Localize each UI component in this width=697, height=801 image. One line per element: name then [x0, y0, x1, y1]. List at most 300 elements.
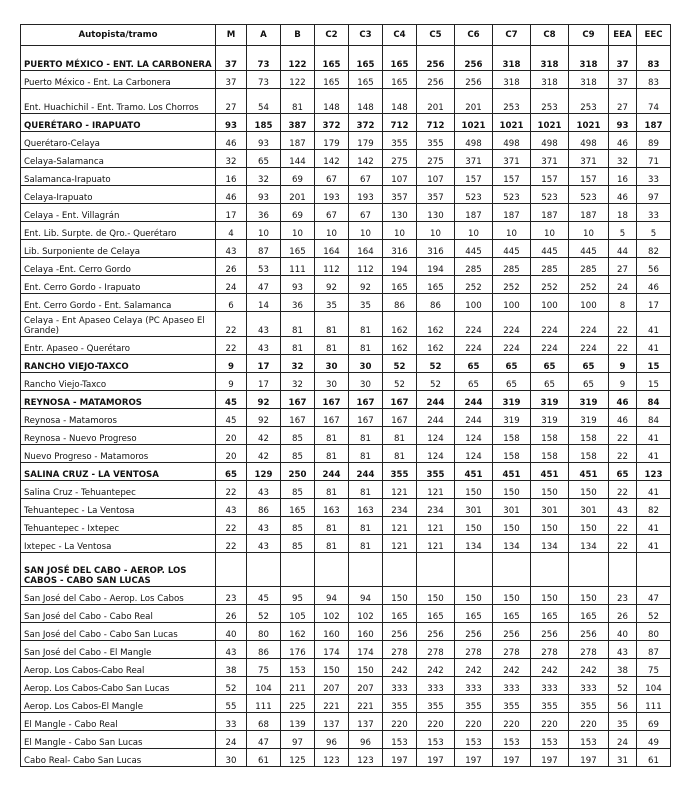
toll-value-cell: 220 — [531, 713, 569, 731]
toll-value-cell: 107 — [417, 168, 455, 186]
toll-value-cell: 81 — [315, 481, 349, 499]
table-row — [21, 499, 671, 517]
toll-value-cell: 187 — [281, 132, 315, 150]
toll-value-cell: 81 — [349, 535, 383, 553]
toll-value-cell: 165 — [383, 71, 417, 89]
toll-value-cell: 167 — [281, 391, 315, 409]
toll-value-cell: 38 — [609, 659, 637, 677]
toll-value-cell: 74 — [637, 89, 671, 114]
toll-value-cell: 163 — [349, 499, 383, 517]
toll-value-cell: 86 — [247, 499, 281, 517]
toll-value-cell: 355 — [417, 695, 455, 713]
toll-value-cell: 153 — [417, 731, 455, 749]
toll-value-cell: 67 — [349, 204, 383, 222]
toll-value-cell: 139 — [281, 713, 315, 731]
toll-value-cell: 285 — [493, 258, 531, 276]
toll-value-cell: 220 — [417, 713, 455, 731]
toll-value-cell: 121 — [417, 481, 455, 499]
segment-name-cell: SALINA CRUZ - LA VENTOSA — [21, 463, 216, 481]
toll-value-cell — [455, 553, 493, 587]
toll-value-cell: 157 — [455, 168, 493, 186]
toll-value-cell: 97 — [281, 731, 315, 749]
toll-value-cell — [247, 553, 281, 587]
toll-value-cell: 333 — [569, 677, 609, 695]
toll-value-cell: 22 — [216, 481, 247, 499]
toll-value-cell: 355 — [417, 132, 455, 150]
toll-value-cell: 498 — [493, 132, 531, 150]
toll-value-cell: 201 — [455, 89, 493, 114]
segment-name-cell: Tehuantepec - La Ventosa — [21, 499, 216, 517]
segment-name-cell: Reynosa - Matamoros — [21, 409, 216, 427]
toll-value-cell: 150 — [493, 481, 531, 499]
segment-name-cell: Lib. Surponiente de Celaya — [21, 240, 216, 258]
table-row — [21, 132, 671, 150]
toll-value-cell: 81 — [383, 427, 417, 445]
toll-value-cell: 105 — [281, 605, 315, 623]
segment-name-cell: PUERTO MÉXICO - ENT. LA CARBONERA — [21, 46, 216, 71]
toll-value-cell: 100 — [569, 294, 609, 312]
toll-value-cell: 81 — [349, 517, 383, 535]
toll-value-cell: 15 — [637, 355, 671, 373]
toll-value-cell: 221 — [349, 695, 383, 713]
toll-value-cell: 355 — [455, 695, 493, 713]
toll-value-cell: 158 — [493, 445, 531, 463]
toll-value-cell: 41 — [637, 535, 671, 553]
toll-value-cell: 162 — [281, 623, 315, 641]
toll-value-cell: 278 — [569, 641, 609, 659]
toll-value-cell: 371 — [531, 150, 569, 168]
toll-value-cell: 9 — [609, 373, 637, 391]
toll-value-cell: 121 — [383, 517, 417, 535]
toll-value-cell: 81 — [315, 517, 349, 535]
toll-value-cell: 41 — [637, 312, 671, 337]
toll-value-cell: 285 — [531, 258, 569, 276]
segment-name-cell: Celaya - Ent Apaseo Celaya (PC Apaseo El Grande) — [21, 312, 216, 337]
toll-value-cell: 36 — [247, 204, 281, 222]
toll-value-cell: 84 — [637, 391, 671, 409]
toll-value-cell: 4 — [216, 222, 247, 240]
toll-value-cell: 179 — [315, 132, 349, 150]
toll-value-cell: 162 — [383, 337, 417, 355]
toll-value-cell: 225 — [281, 695, 315, 713]
toll-value-cell: 153 — [493, 731, 531, 749]
toll-value-cell: 67 — [315, 204, 349, 222]
toll-value-cell: 224 — [531, 337, 569, 355]
toll-value-cell: 164 — [315, 240, 349, 258]
toll-value-cell: 165 — [493, 605, 531, 623]
toll-value-cell: 93 — [281, 276, 315, 294]
toll-value-cell: 129 — [247, 463, 281, 481]
toll-value-cell: 256 — [455, 46, 493, 71]
toll-value-cell: 523 — [493, 186, 531, 204]
toll-value-cell: 372 — [315, 114, 349, 132]
toll-value-cell: 256 — [383, 623, 417, 641]
toll-value-cell: 40 — [609, 623, 637, 641]
segment-name-cell: Aerop. Los Cabos-El Mangle — [21, 695, 216, 713]
toll-value-cell: 45 — [216, 391, 247, 409]
toll-value-cell: 318 — [531, 46, 569, 71]
toll-value-cell: 17 — [247, 373, 281, 391]
toll-value-cell: 224 — [531, 312, 569, 337]
toll-value-cell: 123 — [349, 749, 383, 767]
column-header-route: Autopista/tramo — [21, 25, 216, 46]
toll-value-cell: 96 — [315, 731, 349, 749]
toll-value-cell: 142 — [315, 150, 349, 168]
toll-value-cell: 523 — [531, 186, 569, 204]
toll-value-cell: 244 — [417, 391, 455, 409]
toll-value-cell: 137 — [315, 713, 349, 731]
toll-value-cell: 65 — [569, 355, 609, 373]
segment-name-cell: Ent. Cerro Gordo - Ent. Salamanca — [21, 294, 216, 312]
toll-value-cell: 37 — [216, 46, 247, 71]
toll-value-cell: 224 — [569, 312, 609, 337]
toll-value-cell: 134 — [569, 535, 609, 553]
toll-value-cell: 102 — [349, 605, 383, 623]
toll-value-cell — [637, 553, 671, 587]
toll-value-cell: 357 — [383, 186, 417, 204]
toll-value-cell: 165 — [531, 605, 569, 623]
table-row — [21, 481, 671, 499]
toll-value-cell: 451 — [569, 463, 609, 481]
toll-value-cell: 122 — [281, 46, 315, 71]
toll-value-cell: 65 — [609, 463, 637, 481]
table-header-row — [21, 25, 671, 46]
toll-value-cell: 187 — [531, 204, 569, 222]
toll-value-cell: 220 — [493, 713, 531, 731]
toll-value-cell: 20 — [216, 427, 247, 445]
toll-value-cell — [609, 553, 637, 587]
toll-value-cell: 26 — [216, 605, 247, 623]
table-row — [21, 294, 671, 312]
toll-value-cell: 22 — [609, 535, 637, 553]
toll-value-cell: 220 — [569, 713, 609, 731]
toll-value-cell — [569, 553, 609, 587]
toll-value-cell: 123 — [637, 463, 671, 481]
toll-value-cell: 224 — [455, 337, 493, 355]
toll-value-cell: 81 — [349, 427, 383, 445]
toll-value-cell: 371 — [455, 150, 493, 168]
table-row — [21, 749, 671, 767]
toll-value-cell: 10 — [493, 222, 531, 240]
toll-value-cell: 285 — [455, 258, 493, 276]
toll-value-cell: 37 — [609, 71, 637, 89]
toll-value-cell: 165 — [569, 605, 609, 623]
toll-value-cell: 38 — [216, 659, 247, 677]
toll-value-cell: 318 — [531, 71, 569, 89]
toll-value-cell: 41 — [637, 517, 671, 535]
table-row — [21, 623, 671, 641]
toll-value-cell: 52 — [417, 373, 455, 391]
toll-value-cell: 5 — [609, 222, 637, 240]
toll-value-cell: 355 — [383, 132, 417, 150]
toll-value-cell: 252 — [531, 276, 569, 294]
toll-value-cell: 498 — [569, 132, 609, 150]
column-header-eec: EEC — [637, 25, 671, 46]
toll-value-cell: 194 — [417, 258, 455, 276]
toll-value-cell: 134 — [493, 535, 531, 553]
toll-value-cell: 318 — [569, 71, 609, 89]
toll-value-cell: 234 — [417, 499, 455, 517]
toll-value-cell: 93 — [247, 186, 281, 204]
toll-value-cell: 244 — [417, 409, 455, 427]
toll-value-cell: 92 — [315, 276, 349, 294]
toll-value-cell: 451 — [493, 463, 531, 481]
column-header-m: M — [216, 25, 247, 46]
toll-value-cell: 46 — [609, 132, 637, 150]
toll-value-cell: 32 — [609, 150, 637, 168]
toll-value-cell: 92 — [247, 391, 281, 409]
toll-value-cell: 150 — [315, 659, 349, 677]
toll-value-cell: 124 — [417, 445, 455, 463]
toll-value-cell: 193 — [315, 186, 349, 204]
toll-value-cell: 165 — [315, 71, 349, 89]
toll-value-cell: 81 — [315, 535, 349, 553]
table-row — [21, 713, 671, 731]
toll-value-cell: 445 — [455, 240, 493, 258]
toll-value-cell: 1021 — [455, 114, 493, 132]
toll-value-cell: 121 — [383, 535, 417, 553]
toll-value-cell: 31 — [609, 749, 637, 767]
toll-value-cell: 256 — [417, 71, 455, 89]
segment-name-cell: Celaya-Irapuato — [21, 186, 216, 204]
toll-value-cell: 224 — [493, 312, 531, 337]
toll-value-cell: 167 — [281, 409, 315, 427]
toll-value-cell: 333 — [383, 677, 417, 695]
toll-value-cell: 36 — [281, 294, 315, 312]
toll-value-cell: 111 — [637, 695, 671, 713]
toll-value-cell: 100 — [493, 294, 531, 312]
toll-value-cell: 221 — [315, 695, 349, 713]
toll-value-cell: 27 — [609, 258, 637, 276]
toll-value-cell: 523 — [455, 186, 493, 204]
toll-value-cell: 6 — [216, 294, 247, 312]
toll-value-cell: 207 — [315, 677, 349, 695]
toll-value-cell: 24 — [216, 276, 247, 294]
toll-value-cell: 17 — [637, 294, 671, 312]
toll-value-cell: 52 — [216, 677, 247, 695]
toll-value-cell: 35 — [349, 294, 383, 312]
toll-value-cell: 84 — [637, 409, 671, 427]
toll-value-cell: 100 — [455, 294, 493, 312]
toll-value-cell: 123 — [315, 749, 349, 767]
toll-value-cell: 65 — [569, 373, 609, 391]
toll-value-cell: 112 — [315, 258, 349, 276]
toll-value-cell: 92 — [247, 409, 281, 427]
toll-value-cell: 187 — [455, 204, 493, 222]
toll-value-cell: 73 — [247, 46, 281, 71]
segment-name-cell: San José del Cabo - Cabo San Lucas — [21, 623, 216, 641]
toll-value-cell: 56 — [637, 258, 671, 276]
toll-value-cell: 333 — [455, 677, 493, 695]
toll-value-cell: 32 — [281, 373, 315, 391]
toll-value-cell: 153 — [569, 731, 609, 749]
segment-name-cell: Celaya-Salamanca — [21, 150, 216, 168]
toll-value-cell: 165 — [349, 46, 383, 71]
toll-value-cell: 130 — [383, 204, 417, 222]
toll-value-cell: 9 — [609, 355, 637, 373]
toll-value-cell: 158 — [531, 445, 569, 463]
toll-value-cell: 134 — [531, 535, 569, 553]
toll-value-cell: 86 — [383, 294, 417, 312]
table-row — [21, 445, 671, 463]
toll-value-cell: 318 — [493, 46, 531, 71]
toll-value-cell: 301 — [569, 499, 609, 517]
toll-value-cell: 157 — [531, 168, 569, 186]
toll-value-cell: 81 — [315, 445, 349, 463]
toll-value-cell: 355 — [383, 695, 417, 713]
toll-value-cell: 712 — [383, 114, 417, 132]
segment-name-cell: QUERÉTARO - IRAPUATO — [21, 114, 216, 132]
toll-value-cell — [493, 553, 531, 587]
toll-value-cell: 52 — [247, 605, 281, 623]
toll-value-cell: 69 — [281, 204, 315, 222]
toll-value-cell: 22 — [609, 312, 637, 337]
toll-value-cell: 22 — [216, 517, 247, 535]
toll-value-cell: 197 — [383, 749, 417, 767]
route-header-row — [21, 355, 671, 373]
toll-value-cell: 18 — [609, 204, 637, 222]
toll-value-cell: 357 — [417, 186, 455, 204]
segment-name-cell: Ixtepec - La Ventosa — [21, 535, 216, 553]
toll-value-cell: 10 — [569, 222, 609, 240]
toll-value-cell: 167 — [383, 409, 417, 427]
toll-value-cell: 187 — [493, 204, 531, 222]
toll-value-cell: 41 — [637, 337, 671, 355]
toll-value-cell: 67 — [349, 168, 383, 186]
toll-value-cell: 275 — [417, 150, 455, 168]
toll-value-cell: 17 — [247, 355, 281, 373]
toll-value-cell: 65 — [531, 373, 569, 391]
table-row — [21, 409, 671, 427]
toll-value-cell: 355 — [493, 695, 531, 713]
toll-value-cell: 523 — [569, 186, 609, 204]
toll-value-cell: 185 — [247, 114, 281, 132]
toll-value-cell — [531, 553, 569, 587]
toll-value-cell: 22 — [216, 535, 247, 553]
table-row — [21, 89, 671, 114]
segment-name-cell: Ent. Cerro Gordo - Irapuato — [21, 276, 216, 294]
toll-value-cell: 40 — [216, 623, 247, 641]
toll-value-cell: 256 — [417, 46, 455, 71]
toll-value-cell: 23 — [216, 587, 247, 605]
toll-value-cell: 10 — [455, 222, 493, 240]
toll-value-cell: 1021 — [493, 114, 531, 132]
toll-value-cell: 65 — [455, 355, 493, 373]
segment-name-cell: Aerop. Los Cabos-Cabo San Lucas — [21, 677, 216, 695]
toll-value-cell: 52 — [383, 355, 417, 373]
toll-value-cell: 148 — [383, 89, 417, 114]
toll-value-cell: 83 — [637, 46, 671, 71]
toll-value-cell: 278 — [383, 641, 417, 659]
toll-value-cell: 319 — [493, 391, 531, 409]
route-header-row — [21, 463, 671, 481]
toll-value-cell: 150 — [531, 481, 569, 499]
toll-value-cell: 165 — [417, 276, 455, 294]
toll-value-cell: 47 — [637, 587, 671, 605]
toll-value-cell: 85 — [281, 535, 315, 553]
toll-value-cell: 42 — [247, 445, 281, 463]
toll-value-cell: 82 — [637, 240, 671, 258]
toll-value-cell: 278 — [531, 641, 569, 659]
segment-name-cell: Nuevo Progreso - Matamoros — [21, 445, 216, 463]
toll-value-cell: 130 — [417, 204, 455, 222]
toll-value-cell: 174 — [315, 641, 349, 659]
toll-value-cell: 197 — [569, 749, 609, 767]
toll-value-cell: 224 — [455, 312, 493, 337]
toll-value-cell: 10 — [315, 222, 349, 240]
toll-value-cell: 242 — [383, 659, 417, 677]
toll-value-cell: 32 — [281, 355, 315, 373]
toll-value-cell: 165 — [383, 276, 417, 294]
toll-value-cell: 244 — [455, 391, 493, 409]
table-row — [21, 168, 671, 186]
segment-name-cell: SAN JOSÉ DEL CABO - AEROP. LOS CABOS - CABO SAN LUCAS — [21, 553, 216, 587]
toll-value-cell: 220 — [383, 713, 417, 731]
table-row — [21, 731, 671, 749]
segment-name-cell: Salamanca-Irapuato — [21, 168, 216, 186]
toll-value-cell: 451 — [531, 463, 569, 481]
toll-value-cell: 27 — [609, 89, 637, 114]
table-row — [21, 659, 671, 677]
toll-value-cell: 43 — [247, 517, 281, 535]
column-header-eea: EEA — [609, 25, 637, 46]
toll-value-cell: 165 — [383, 605, 417, 623]
toll-value-cell: 22 — [216, 312, 247, 337]
table-row — [21, 312, 671, 337]
column-header-c3: C3 — [349, 25, 383, 46]
toll-value-cell: 10 — [247, 222, 281, 240]
column-header-c4: C4 — [383, 25, 417, 46]
toll-value-cell: 712 — [417, 114, 455, 132]
toll-value-cell: 137 — [349, 713, 383, 731]
toll-value-cell: 165 — [349, 71, 383, 89]
toll-value-cell: 81 — [349, 481, 383, 499]
toll-value-cell: 10 — [531, 222, 569, 240]
table-row — [21, 677, 671, 695]
toll-value-cell: 87 — [637, 641, 671, 659]
toll-value-cell: 162 — [417, 337, 455, 355]
toll-value-cell: 24 — [216, 731, 247, 749]
toll-value-cell: 33 — [637, 168, 671, 186]
toll-value-cell: 26 — [216, 258, 247, 276]
toll-value-cell: 75 — [247, 659, 281, 677]
toll-value-cell: 81 — [281, 337, 315, 355]
toll-value-cell: 1021 — [531, 114, 569, 132]
toll-value-cell: 43 — [216, 499, 247, 517]
toll-value-cell: 121 — [417, 517, 455, 535]
toll-value-cell: 150 — [383, 587, 417, 605]
toll-value-cell: 158 — [531, 427, 569, 445]
toll-value-cell: 61 — [637, 749, 671, 767]
toll-value-cell: 24 — [609, 731, 637, 749]
table-row — [21, 240, 671, 258]
toll-value-cell: 53 — [247, 258, 281, 276]
toll-value-cell: 93 — [216, 114, 247, 132]
toll-value-cell: 41 — [637, 481, 671, 499]
toll-value-cell: 224 — [569, 337, 609, 355]
toll-value-cell: 144 — [281, 150, 315, 168]
toll-value-cell: 85 — [281, 445, 315, 463]
toll-value-cell: 81 — [281, 312, 315, 337]
toll-value-cell: 81 — [315, 312, 349, 337]
toll-value-cell: 124 — [455, 445, 493, 463]
toll-value-cell: 44 — [609, 240, 637, 258]
toll-value-cell: 68 — [247, 713, 281, 731]
toll-value-cell: 318 — [493, 71, 531, 89]
toll-value-cell: 85 — [281, 481, 315, 499]
toll-value-cell: 150 — [493, 587, 531, 605]
segment-name-cell: Celaya -Ent. Cerro Gordo — [21, 258, 216, 276]
